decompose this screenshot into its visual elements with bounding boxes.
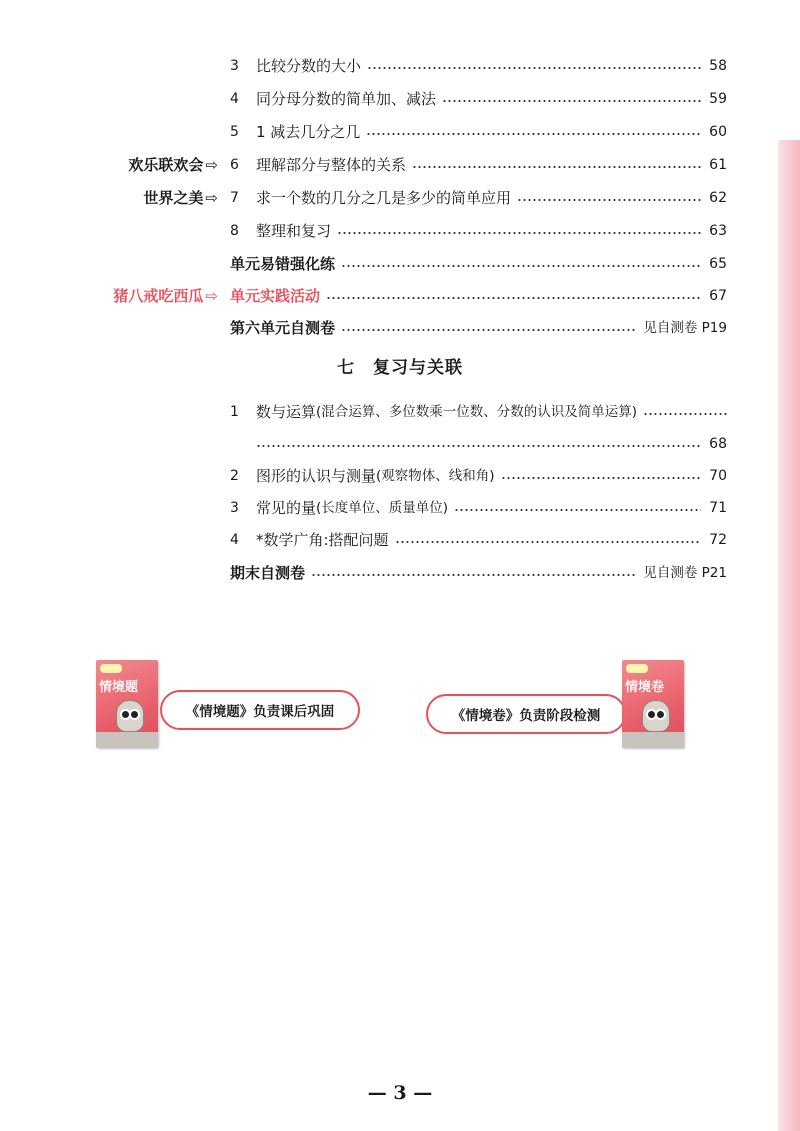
toc-title: 同分母分数的简单加、减法 <box>256 90 437 108</box>
toc-page: 65 <box>709 256 727 272</box>
toc-page: 58 <box>709 58 727 74</box>
toc-detail: (长度单位、质量单位) <box>316 500 449 516</box>
toc-row[interactable] <box>230 401 727 423</box>
toc-title: 期末自测卷 <box>230 564 306 582</box>
side-label-text: 世界之美 <box>143 189 204 207</box>
toc-title: 理解部分与整体的关系 <box>256 156 407 174</box>
page-edge-strip <box>778 140 800 1131</box>
side-label-party <box>128 154 218 175</box>
toc-page: 70 <box>709 468 727 484</box>
toc-page: 59 <box>709 91 727 107</box>
promo-caption: 《情境题》负责课后巩固 <box>185 704 335 720</box>
promo-caption: 《情境卷》负责阶段检测 <box>451 708 601 724</box>
book-title: 情境卷 <box>625 680 665 695</box>
toc-row[interactable] <box>230 497 727 519</box>
toc-leader <box>501 477 701 479</box>
speech-bubble <box>426 694 626 734</box>
side-label-text: 欢乐联欢会 <box>128 156 204 174</box>
toc-row[interactable] <box>230 55 727 77</box>
toc-page: 62 <box>709 190 727 206</box>
toc-leader <box>256 445 701 447</box>
toc-page: 71 <box>709 500 727 516</box>
toc-row[interactable] <box>230 317 727 339</box>
side-label-pigsy <box>113 285 218 306</box>
toc-number: 2 <box>230 468 239 484</box>
owl-mascot-icon <box>642 700 670 732</box>
toc-number: 4 <box>230 91 239 107</box>
toc-row[interactable] <box>230 187 727 209</box>
toc-title: 求一个数的几分之几是多少的简单应用 <box>256 189 512 207</box>
toc-row[interactable] <box>230 465 727 487</box>
toc-title: 数与运算 <box>256 403 317 421</box>
toc-leader <box>337 232 701 234</box>
toc-leader <box>442 100 701 102</box>
toc-leader <box>341 265 701 267</box>
toc-leader <box>366 133 701 135</box>
toc-row[interactable] <box>230 154 727 176</box>
speech-bubble <box>160 690 360 730</box>
toc-page: 60 <box>709 124 727 140</box>
toc-page: 61 <box>709 157 727 173</box>
toc-leader <box>412 166 701 168</box>
toc-leader <box>643 413 727 415</box>
toc-page: 见自测卷 P19 <box>643 320 727 336</box>
toc-number: 6 <box>230 157 239 173</box>
book-base-decoration <box>622 732 684 748</box>
toc-title: 单元实践活动 <box>230 287 321 305</box>
toc-number: 1 <box>230 404 239 420</box>
toc-title: 单元易错强化练 <box>230 255 336 273</box>
toc-page: 68 <box>709 436 727 452</box>
toc-title: 整理和复习 <box>256 222 332 240</box>
toc-leader <box>517 199 701 201</box>
page-number: — 3 — <box>367 1082 433 1104</box>
toc-row[interactable] <box>230 529 727 551</box>
toc-row-continued[interactable] <box>230 433 727 455</box>
toc-page: 见自测卷 P21 <box>643 565 727 581</box>
arrow-right-icon: ⇨ <box>205 155 218 174</box>
toc-title: 常见的量 <box>256 499 317 517</box>
toc-page: 63 <box>709 223 727 239</box>
book-title: 情境题 <box>99 680 139 695</box>
toc-number: 3 <box>230 500 239 516</box>
toc-detail: (混合运算、多位数乘一位数、分数的认识及简单运算) <box>316 404 638 420</box>
section-title: 七 复习与关联 <box>337 358 463 378</box>
owl-mascot-icon <box>116 700 144 732</box>
toc-leader <box>311 574 637 576</box>
book-cover-situation-questions <box>96 660 158 748</box>
toc-row[interactable] <box>230 285 727 307</box>
toc-title: 1 减去几分之几 <box>256 123 361 141</box>
toc-page: 72 <box>709 532 727 548</box>
toc-title: 比较分数的大小 <box>256 57 362 75</box>
book-cover-situation-tests <box>622 660 684 748</box>
toc-row[interactable] <box>230 121 727 143</box>
brand-logo <box>100 664 122 673</box>
toc-page: 67 <box>709 288 727 304</box>
toc-number: 4 <box>230 532 239 548</box>
arrow-right-icon: ⇨ <box>205 188 218 207</box>
toc-number: 7 <box>230 190 239 206</box>
toc-leader <box>395 541 701 543</box>
toc-detail: (观察物体、线和角) <box>376 468 495 484</box>
toc-number: 5 <box>230 124 239 140</box>
toc-title: 图形的认识与测量 <box>256 467 377 485</box>
toc-leader <box>326 297 701 299</box>
toc-number: 8 <box>230 223 239 239</box>
side-label-world <box>143 187 218 208</box>
toc-leader <box>341 329 637 331</box>
toc-row[interactable] <box>230 88 727 110</box>
toc-row[interactable] <box>230 253 727 275</box>
arrow-right-icon: ⇨ <box>205 286 218 305</box>
toc-title: *数学广角:搭配问题 <box>256 531 389 549</box>
toc-number: 3 <box>230 58 239 74</box>
toc-row[interactable] <box>230 220 727 242</box>
side-label-text: 猪八戒吃西瓜 <box>113 287 204 305</box>
toc-leader <box>454 509 701 511</box>
book-base-decoration <box>96 732 158 748</box>
toc-row[interactable] <box>230 562 727 584</box>
toc-title: 第六单元自测卷 <box>230 319 336 337</box>
brand-logo <box>626 664 648 673</box>
toc-leader <box>367 67 701 69</box>
